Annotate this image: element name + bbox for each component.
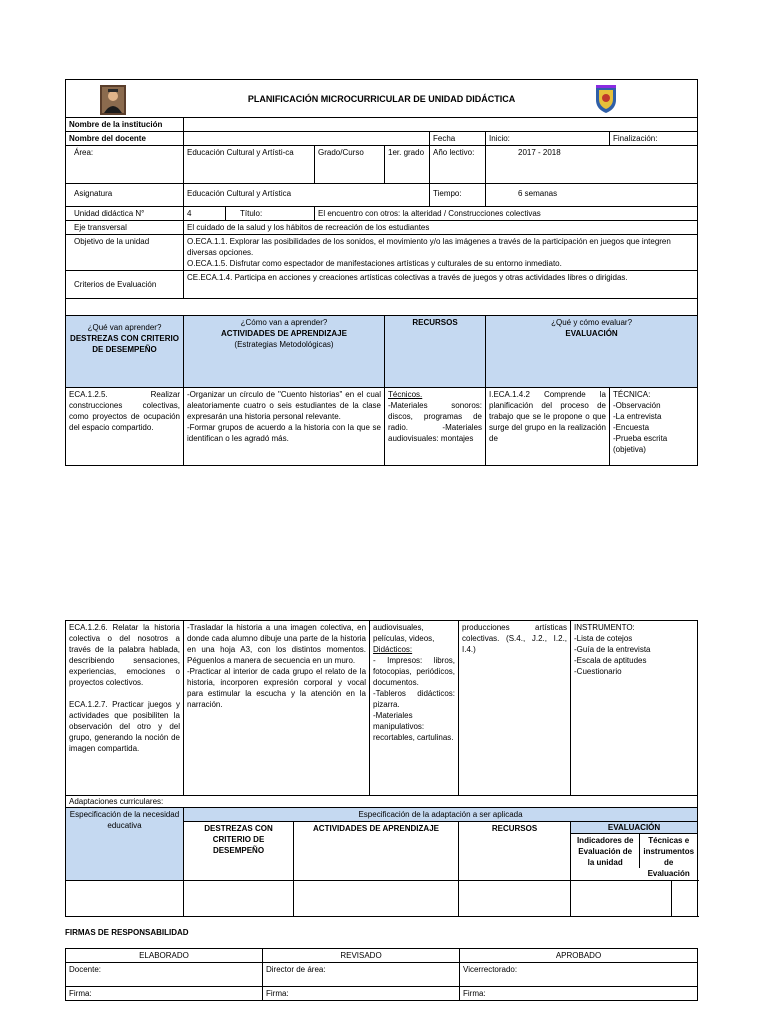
date-label: Fecha (430, 132, 486, 146)
header-actividades-sub: (Estrategias Metodológicas) (234, 340, 334, 349)
end-label: Finalización: (610, 132, 698, 146)
institution-logo-right (593, 84, 619, 117)
header-actividades (184, 316, 385, 388)
start-label: Inicio: (486, 132, 610, 146)
unit-title-label: Título: (226, 207, 315, 221)
shield-icon (593, 84, 619, 114)
header-destrezas-question: ¿Qué van aprender? (87, 323, 162, 332)
vicerrectorado-field[interactable]: Vicerrectorado: (460, 963, 698, 987)
firma-elaborado[interactable]: Firma: (66, 987, 263, 1001)
header-recursos: RECURSOS (385, 316, 486, 388)
header-actividades-question: ¿Cómo van a aprender? (240, 318, 328, 327)
header-actividades-title: ACTIVIDADES DE APRENDIZAJE (221, 329, 347, 338)
grade-label: Grado/Curso (315, 146, 385, 184)
elaborado-header: ELABORADO (66, 949, 263, 963)
signatures-table (65, 948, 698, 1001)
recursos-2-2: - Impresos: libros, fotocopias, periódicos, documentos. (373, 656, 456, 687)
tecnica-cell (610, 388, 698, 466)
actividad-2: -Formar grupos de acuerdo a la historia con la que se identifican o les agradó más. (187, 423, 381, 443)
spacer-row (66, 299, 698, 316)
header-destrezas (66, 316, 184, 388)
destreza-2-1: ECA.1.2.6. Relatar la historia colectiva o del nosotros a través de la palabra hablada, describiendo sensaciones, experiencias, emociones o proyectos colectivos. (69, 623, 180, 687)
adapt-tecnicas-value[interactable] (672, 881, 698, 917)
subject-value: Educación Cultural y Artística (184, 184, 430, 207)
recursos-2-4: -Materiales manipulativos: recortables, cartulinas. (373, 711, 454, 742)
criteria-label: Criterios de Evaluación (66, 271, 184, 299)
firma-aprobado[interactable]: Firma: (460, 987, 698, 1001)
destreza-2-2: ECA.1.2.7. Practicar juegos y actividades que posibiliten la observación del otro y del grupo, generando la noción de imagen compartida. (69, 700, 180, 753)
actividades-cell-2 (184, 621, 370, 796)
unit-label: Unidad didáctica N° (66, 207, 184, 221)
adapt-necesidad-value[interactable] (66, 881, 184, 917)
actividad-2-1: -Trasladar la historia a una imagen colectiva, en donde cada alumno dibuje una parte de la historia en una hoja A3, con los distintos momentos. Péguenlos a manera de secuencia en un muro. (187, 623, 367, 665)
destreza-cell: ECA.1.2.5. Realizar construcciones colectivas, como proyectos de ocupación del espacio compartido. (66, 388, 184, 466)
docente-field[interactable]: Docente: (66, 963, 263, 987)
tecnica-items: -Observación -La entrevista -Encuesta -Prueba escrita (objetiva) (613, 401, 668, 454)
revisado-header: REVISADO (263, 949, 460, 963)
teacher-label: Nombre del docente (66, 132, 184, 146)
adapt-indicadores-header: Indicadores de Evaluación de la unidad (571, 834, 640, 868)
tecnica-title: TÉCNICA: (613, 390, 651, 399)
actividades-cell (184, 388, 385, 466)
instrumento-items: -Lista de cotejos -Guía de la entrevista -Escala de aptitudes -Cuestionario (574, 634, 651, 676)
adapt-recursos-value[interactable] (459, 881, 571, 917)
necesidad-header: Especificación de la necesidad educativa (66, 808, 184, 881)
destrezas-cell-2 (66, 621, 184, 796)
recursos-2-3: -Tableros didácticos: pizarra. (373, 689, 456, 709)
adaptacion-header: Especificación de la adaptación a ser aplicada (184, 808, 698, 822)
header-destrezas-title: DESTREZAS CON CRITERIO DE DESEMPEÑO (70, 334, 179, 354)
adapt-destrezas-header: DESTREZAS CON CRITERIO DE DESEMPEÑO (184, 822, 294, 881)
area-label: Área: (66, 146, 184, 184)
planning-table-page2 (65, 620, 698, 917)
adapt-actividades-value[interactable] (294, 881, 459, 917)
time-value: 6 semanas (486, 184, 698, 207)
time-label: Tiempo: (430, 184, 486, 207)
adapt-evaluacion-group (571, 822, 698, 881)
adapt-destrezas-value[interactable] (184, 881, 294, 917)
recursos-cell-2 (370, 621, 459, 796)
aprobado-header: APROBADO (460, 949, 698, 963)
objective-value (184, 235, 698, 271)
header-evaluacion-title: EVALUACIÓN (565, 329, 618, 338)
objective-2: O.ECA.1.5. Disfrutar como espectador de manifestaciones artísticas y culturales de su entorno inmediato. (187, 259, 562, 268)
institution-label: Nombre de la institución (66, 118, 184, 132)
adapt-indicadores-value[interactable] (571, 881, 672, 917)
objective-label: Objetivo de la unidad (66, 235, 184, 271)
director-field[interactable]: Director de área: (263, 963, 460, 987)
instrumento-cell (571, 621, 698, 796)
year-value: 2017 - 2018 (486, 146, 698, 184)
adapt-tecnicas-header: Técnicas e instrumentos de Evaluación (643, 836, 695, 878)
title-cell (66, 80, 698, 118)
criteria-value: CE.ECA.1.4. Participa en acciones y creaciones artísticas colectivas a través de juegos y otras actividades libres o dirigidas. (184, 271, 698, 299)
institution-value[interactable] (184, 118, 698, 132)
adapt-actividades-header: ACTIVIDADES DE APRENDIZAJE (294, 822, 459, 881)
page-title: PLANIFICACIÓN MICROCURRICULAR DE UNIDAD DIDÁCTICA (247, 94, 516, 104)
subject-label: Asignatura (66, 184, 184, 207)
area-value: Educación Cultural y Artísti-ca (184, 146, 315, 184)
header-evaluacion-question: ¿Qué y cómo evaluar? (551, 318, 633, 327)
axis-label: Eje transversal (66, 221, 184, 235)
header-evaluacion (486, 316, 698, 388)
adapt-evaluacion-header: EVALUACIÓN (571, 822, 697, 834)
planning-table-page1 (65, 79, 698, 466)
axis-value: El cuidado de la salud y los hábitos de recreación de los estudiantes (184, 221, 698, 235)
instrumento-title: INSTRUMENTO: (574, 623, 635, 632)
unit-title-value: El encuentro con otros: la alteridad / Construcciones colectivas (315, 207, 698, 221)
adapt-recursos-header: RECURSOS (459, 822, 571, 881)
grade-value: 1er. grado (385, 146, 430, 184)
adaptaciones-label: Adaptaciones curriculares: (66, 796, 698, 808)
adapt-evaluacion-subheaders (571, 834, 697, 880)
year-label: Año lectivo: (430, 146, 486, 184)
indicador-cell-2: producciones artísticas colectivas. (S.4., J.2., I.2., I.4.) (459, 621, 571, 796)
recursos-text: -Materiales sonoros: discos, programas de radio. -Materiales audiovisuales: montajes (388, 401, 482, 443)
recursos-2-1: audiovisuales, películas, videos, (373, 623, 435, 643)
unit-value: 4 (184, 207, 226, 221)
indicador-cell: I.ECA.1.4.2 Comprende la planificación del proceso de trabajo que se le propone o que surge del grupo en la realización de (486, 388, 610, 466)
objective-1: O.ECA.1.1. Explorar las posibilidades de los sonidos, el movimiento y/o las imágenes a través de la participación en juegos que integren diversas opciones. (187, 237, 671, 257)
recursos-title: Técnicos. (388, 390, 423, 399)
actividad-1: -Organizar un círculo de "Cuento historias" en el cual aleatoriamente cuatro o seis estudiantes de la clase expresarán una historia personal relevante. (187, 390, 381, 421)
firma-revisado[interactable]: Firma: (263, 987, 460, 1001)
recursos-2-title: Didácticos: (373, 645, 413, 654)
teacher-value[interactable] (184, 132, 430, 146)
recursos-cell (385, 388, 486, 466)
signatures-title: FIRMAS DE RESPONSABILIDAD (65, 928, 189, 937)
actividad-2-2: -Practicar al interior de cada grupo el relato de la historia, incorporen expresión corporal y vocal para estimular la escucha y la atención en la narración. (187, 667, 367, 709)
